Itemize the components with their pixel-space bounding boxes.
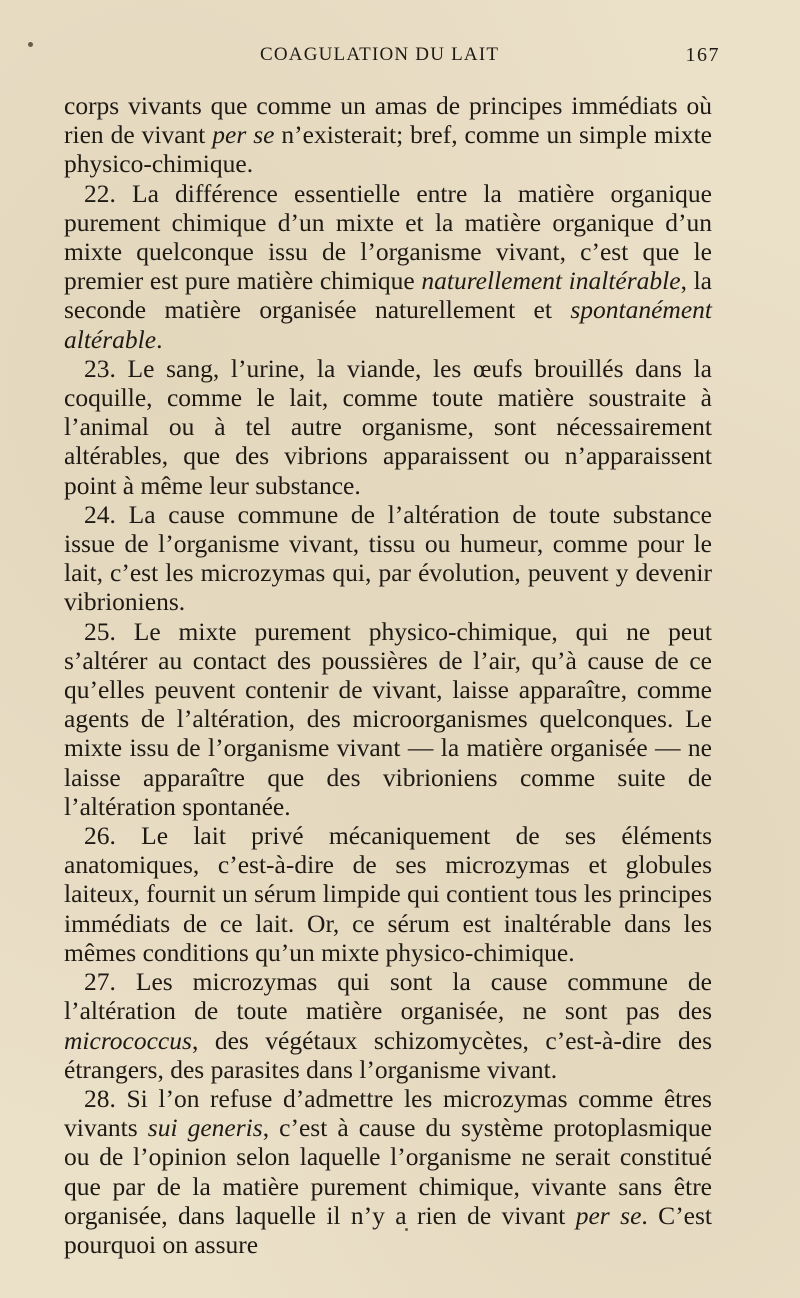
paragraph — [64, 967, 712, 1084]
paragraph-text: . — [156, 324, 163, 354]
italic-text: spontanément altérable — [64, 295, 712, 354]
paragraph-text: 23. Le sang, l’urine, la viande, les œufs brouillés dans la coquille, comme le lait, comme toute matière soustraite à l’animal ou à tel autre organisme, sont nécessairement altérables, que des vibrions apparaissent ou n’apparaissent point à même leur substance. — [64, 353, 712, 500]
paragraph-text: . C’est pourquoi on assure — [64, 1200, 713, 1259]
paragraph-text: , c’est à cause du système protoplasmique ou de l’opinion selon laquelle l’organisme ne serait constitué que par de la matière purement chimique, vivante sans être organisée, dans laquelle il n’y a rien de vivant — [64, 1113, 712, 1230]
page-header — [40, 38, 720, 78]
paragraph — [64, 617, 712, 821]
paragraph-text: , la seconde matière organisée naturellement et — [64, 266, 712, 325]
paragraph-text: 24. La cause commune de l’altération de toute substance issue de l’organisme vivant, tissu ou humeur, comme pour le lait, c’est les microzymas qui, par évolution, peuvent y devenir vibrioniens. — [64, 499, 712, 617]
body-text — [64, 91, 712, 1259]
paragraph-text: 28. Si l’on refuse d’admettre les microzymas comme êtres vivants — [64, 1083, 712, 1143]
paragraph — [64, 821, 712, 967]
paragraph — [64, 179, 712, 354]
paragraph — [64, 354, 712, 500]
paragraph-text: 26. Le lait privé mécaniquement de ses éléments anatomiques, c’est-à-dire de ses microzymas et globules laiteux, fournit un sérum limpide qui contient tous les principes immédiats de ce lait. Or, ce sérum est inaltérable dans les mêmes conditions qu’un mixte physico-chimique. — [64, 821, 712, 967]
paragraph-text: 27. Les microzymas qui sont la cause commune de l’altération de toute matière organisée, ne sont pas des — [64, 967, 712, 1026]
paragraph — [64, 1084, 712, 1259]
italic-text: micrococcus — [64, 1025, 192, 1055]
paragraph-text: 22. La différence essentielle entre la matière organique purement chimique d’un mixte et la matière organique d’un mixte quelconque issu de l’organisme vivant, c’est que le premier est pure matière chimique — [64, 178, 712, 296]
italic-text: sui generis — [147, 1113, 263, 1143]
paragraph-text: 25. Le mixte purement physico-chimique, qui ne peut s’altérer au contact des poussières de l’air, qu’à cause de ce qu’elles peuvent contenir de vivant, laisse apparaître, comme agents de l’altération, des microorganismes quelconques. Le mixte issu de l’organisme vivant — la matière organisée — ne laisse apparaître que des vibrioniens comme suite de l’altération spontanée. — [64, 616, 712, 821]
italic-text: naturellement inaltérable — [421, 266, 681, 296]
page-number: 167 — [685, 44, 720, 66]
paragraph-text: n’existerait; bref, comme un simple mixte physico-chimique. — [64, 120, 713, 179]
paragraph — [64, 91, 712, 179]
paragraph — [64, 500, 712, 617]
paragraph-text: corps vivants que comme un amas de principes immédiats où rien de vivant — [64, 91, 712, 150]
italic-text: per se — [575, 1200, 642, 1230]
paragraph-text: , des végétaux schizomycètes, c’est-à-dire des étrangers, des parasites dans l’organisme vivant. — [64, 1025, 712, 1084]
ink-speck — [28, 42, 33, 47]
italic-text: per se — [212, 120, 275, 150]
running-title: COAGULATION DU LAIT — [260, 44, 500, 65]
